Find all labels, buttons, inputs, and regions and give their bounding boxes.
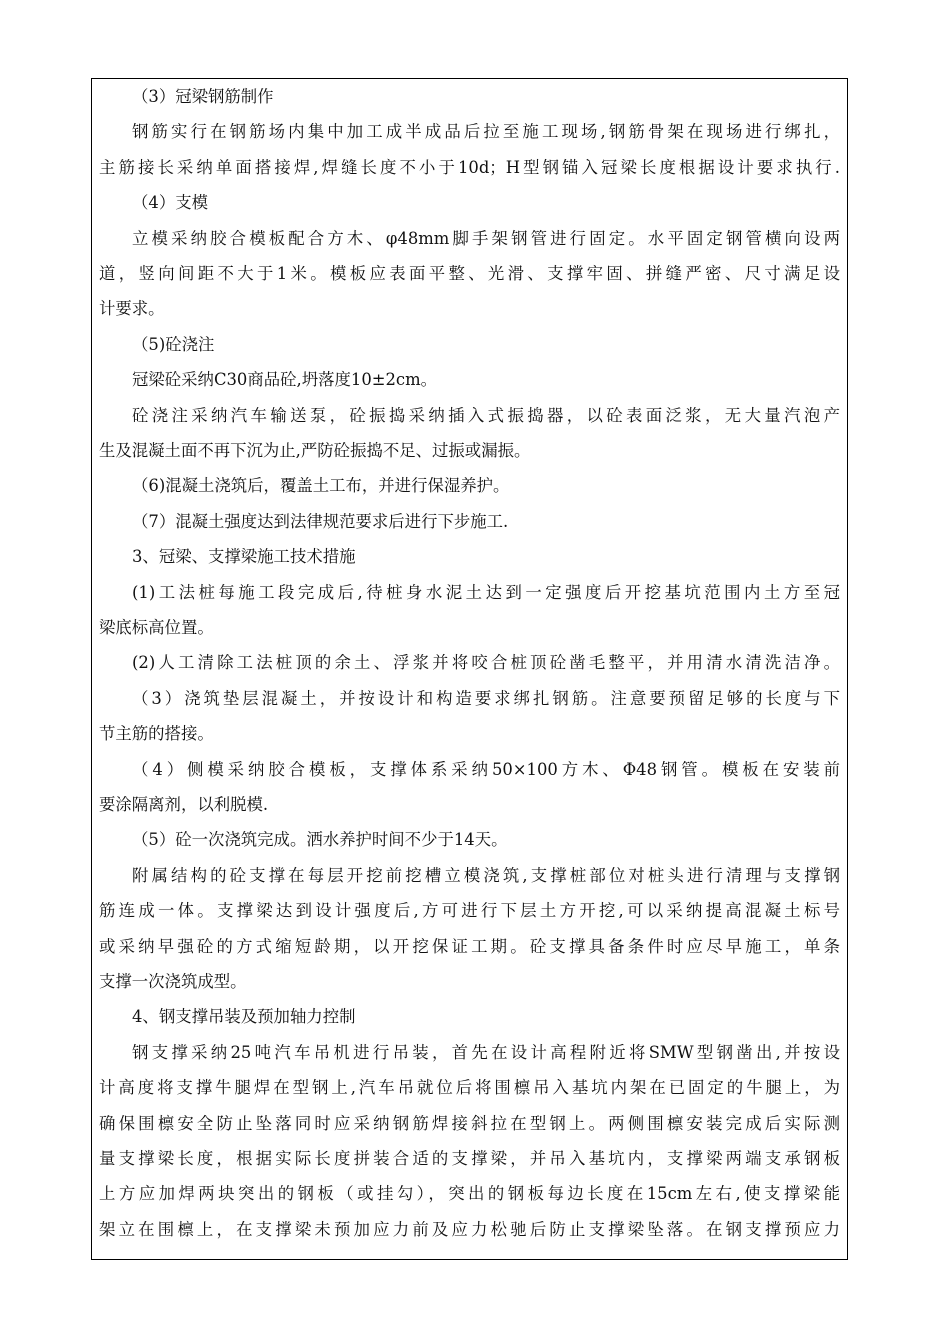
text-line: 附属结构的砼支撑在每层开挖前挖槽立模浇筑,支撑桩部位对桩头进行清理与支撑钢	[132, 865, 840, 885]
text-line: （7）混凝土强度达到法律规范要求后进行下步施工.	[132, 511, 509, 531]
text-line: 主筋接长采纳单面搭接焊,焊缝长度不小于10d；H型钢锚入冠梁长度根据设计要求执行.	[99, 157, 840, 177]
text-line: 计要求。	[99, 299, 165, 319]
text-line: 架立在围檩上，在支撑梁未预加应力前及应力松驰后防止支撑梁坠落。在钢支撑预应力	[99, 1219, 840, 1239]
text-line: 冠梁砼采纳C30商品砼,坍落度10±2cm。	[132, 370, 438, 390]
text-line: (2)人工清除工法桩顶的余土、浮浆并将咬合桩顶砼凿毛整平，并用清水清洗洁净。	[132, 653, 840, 673]
text-line: 确保围檩安全防止坠落同时应采纳钢筋焊接斜拉在型钢上。两侧围檩安装完成后实际测	[99, 1113, 840, 1133]
text-line: 要涂隔离剂，以利脱模.	[99, 795, 269, 814]
text-line: 立模采纳胶合模板配合方木、φ48mm脚手架钢管进行固定。水平固定钢管横向设两	[132, 228, 840, 248]
text-line: （5）砼一次浇筑完成。洒水养护时间不少于14天。	[132, 830, 508, 850]
text-line: （4）侧模采纳胶合模板，支撑体系采纳50×100方木、Φ48钢管。模板在安装前	[132, 759, 840, 779]
text-line: 节主筋的搭接。	[99, 724, 214, 744]
text-line: （3）浇筑垫层混凝土，并按设计和构造要求绑扎钢筋。注意要预留足够的长度与下	[132, 688, 840, 708]
text-line: 道，竖向间距不大于1米。模板应表面平整、光滑、支撑牢固、拼缝严密、尺寸满足设	[99, 264, 840, 283]
text-line: 量支撑梁长度，根据实际长度拼装合适的支撑梁，并吊入基坑内，支撑梁两端支承钢板	[99, 1149, 840, 1168]
text-line: 钢筋实行在钢筋场内集中加工成半成品后拉至施工现场,钢筋骨架在现场进行绑扎，	[132, 122, 840, 142]
text-line: 4、钢支撑吊装及预加轴力控制	[132, 1007, 356, 1027]
text-line: 生及混凝土面不再下沉为止,严防砼振捣不足、过振或漏振。	[99, 441, 531, 460]
text-line: （5)砼浇注	[132, 334, 215, 354]
text-line: 砼浇注采纳汽车输送泵，砼振捣采纳插入式振捣器，以砼表面泛浆，无大量汽泡产	[132, 405, 840, 425]
text-line: 上方应加焊两块突出的钢板（或挂勾），突出的钢板每边长度在15cm左右,使支撑梁能	[99, 1184, 840, 1204]
text-line: 钢支撑采纳25吨汽车吊机进行吊装，首先在设计高程附近将SMW型钢凿出,并按设	[132, 1042, 840, 1062]
text-line: (1)工法桩每施工段完成后,待桩身水泥土达到一定强度后开挖基坑范围内土方至冠	[132, 582, 840, 602]
text-line: （3）冠梁钢筋制作	[132, 87, 274, 106]
document-frame	[91, 78, 848, 1260]
text-line: 计高度将支撑牛腿焊在型钢上,汽车吊就位后将围檩吊入基坑内架在已固定的牛腿上，为	[99, 1078, 840, 1098]
text-line: （6)混凝土浇筑后，覆盖土工布，并进行保湿养护。	[132, 476, 510, 496]
text-line: 筋连成一体。支撑梁达到设计强度后,方可进行下层土方开挖,可以采纳提高混凝土标号	[99, 901, 840, 921]
text-line: （4）支模	[132, 193, 208, 213]
text-line: 支撑一次浇筑成型。	[99, 972, 247, 991]
text-line: 3、冠梁、支撑梁施工技术措施	[132, 547, 356, 567]
text-line: 梁底标高位置。	[99, 618, 214, 637]
text-line: 或采纳早强砼的方式缩短龄期，以开挖保证工期。砼支撑具备条件时应尽早施工，单条	[99, 936, 840, 956]
